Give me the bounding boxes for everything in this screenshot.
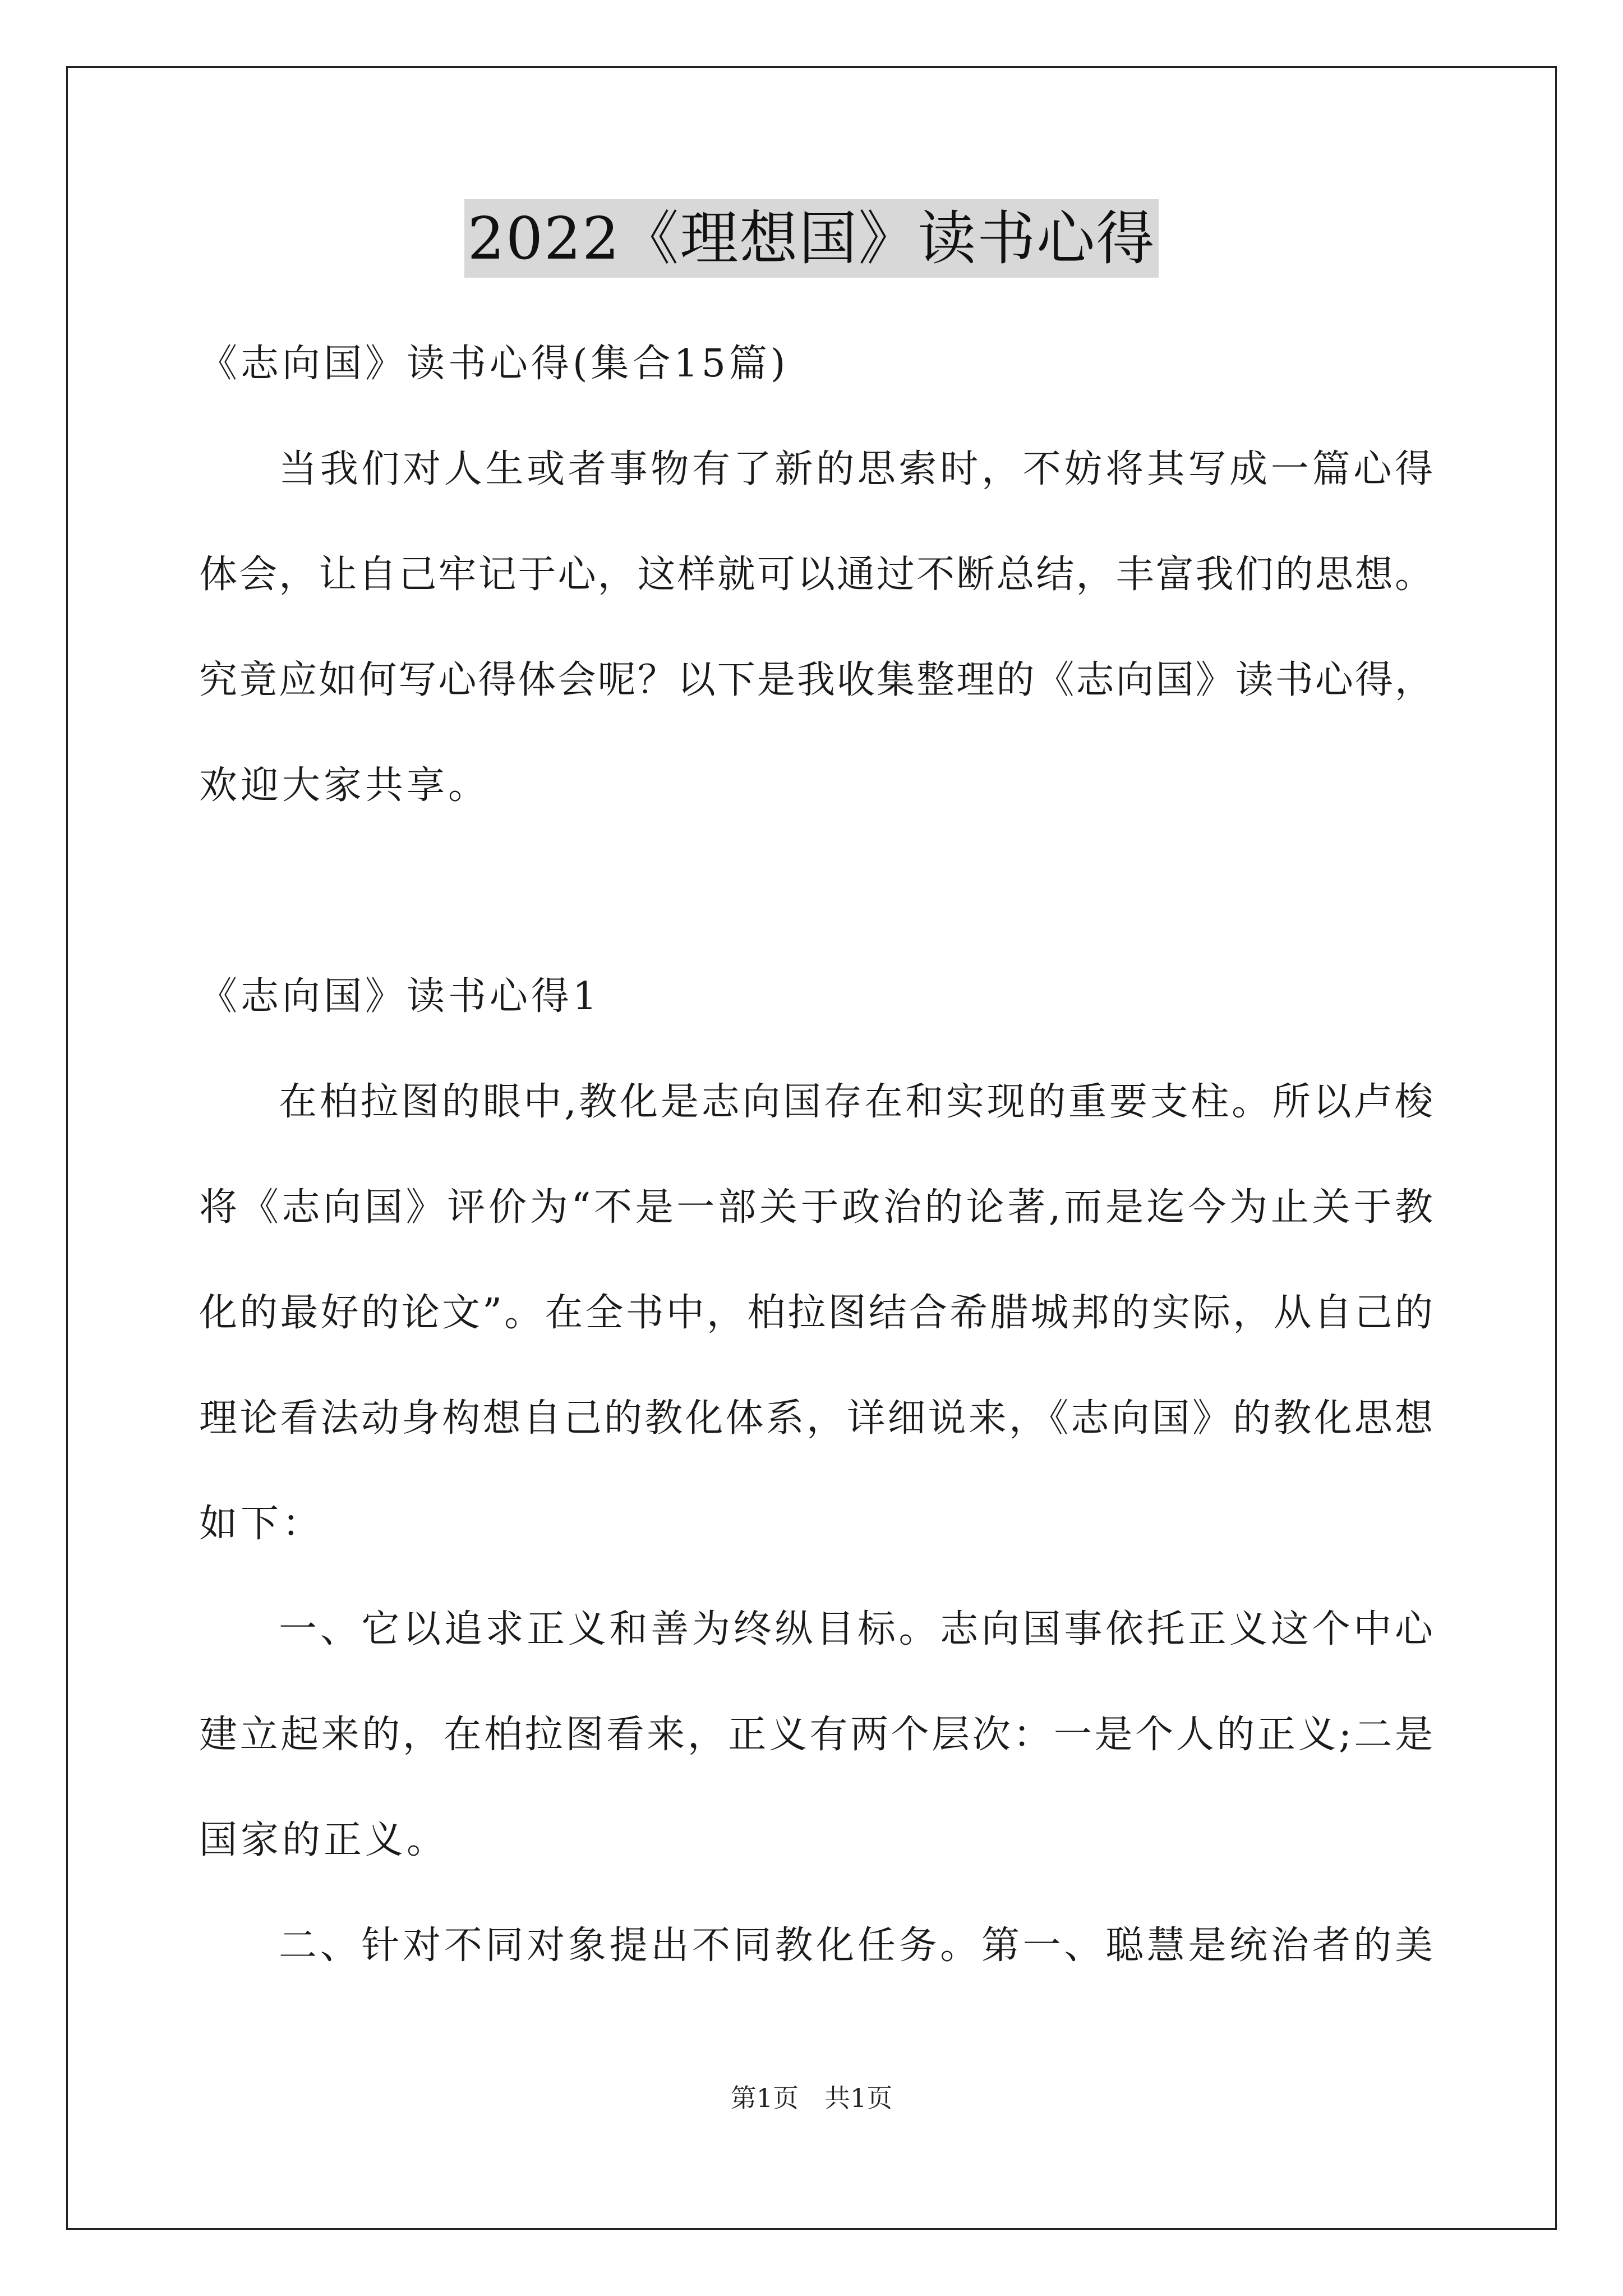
- paragraph-line: 一、它以追求正义和善为终纵目标。志向国事依托正义这个中心: [279, 1607, 1433, 1651]
- document-subtitle: 《志向国》读书心得(集合15篇): [199, 342, 789, 386]
- body-paragraph-2: [199, 1577, 1433, 1893]
- body-paragraph-3: [199, 1893, 1433, 1999]
- paragraph-line: 化的最好的论文”。在全书中，柏拉图结合希腊城邦的实际，从自己的: [199, 1291, 1433, 1335]
- paragraph-line: 国家的正义。: [199, 1818, 449, 1862]
- intro-line: 体会，让自己牢记于心，这样就可以通过不断总结，丰富我们的思想。: [199, 553, 1433, 597]
- intro-paragraph: [199, 417, 1433, 839]
- title-container: [0, 199, 1623, 278]
- paragraph-gap: [199, 839, 1433, 944]
- page-number: 第1页: [730, 2083, 799, 2113]
- intro-line: 当我们对人生或者事物有了新的思索时，不妨将其写成一篇心得: [279, 447, 1433, 491]
- paragraph-line: 建立起来的，在柏拉图看来，正义有两个层次：一是个人的正义;二是: [199, 1713, 1433, 1757]
- section-heading: 《志向国》读书心得1: [199, 974, 601, 1019]
- body-paragraph-1: [199, 1050, 1433, 1577]
- document-title: 2022《理想国》读书心得: [464, 199, 1159, 278]
- page-footer: [0, 2081, 1623, 2115]
- paragraph-line: 将《志向国》评价为“不是一部关于政治的论著,而是迄今为止关于教: [199, 1185, 1433, 1230]
- paragraph-line: 二、针对不同对象提出不同教化任务。第一、聪慧是统治者的美: [279, 1924, 1433, 1968]
- page-total: 共1页: [824, 2083, 893, 2113]
- intro-line: 欢迎大家共享。: [199, 763, 490, 808]
- paragraph-line: 如下：: [199, 1502, 324, 1546]
- intro-line: 究竟应如何写心得体会呢？以下是我收集整理的《志向国》读书心得，: [199, 658, 1433, 702]
- paragraph-line: 在柏拉图的眼中,教化是志向国存在和实现的重要支柱。所以卢梭: [279, 1080, 1433, 1124]
- document-body: [199, 311, 1433, 1999]
- paragraph-line: 理论看法动身构想自己的教化体系，详细说来，《志向国》的教化思想: [199, 1396, 1433, 1441]
